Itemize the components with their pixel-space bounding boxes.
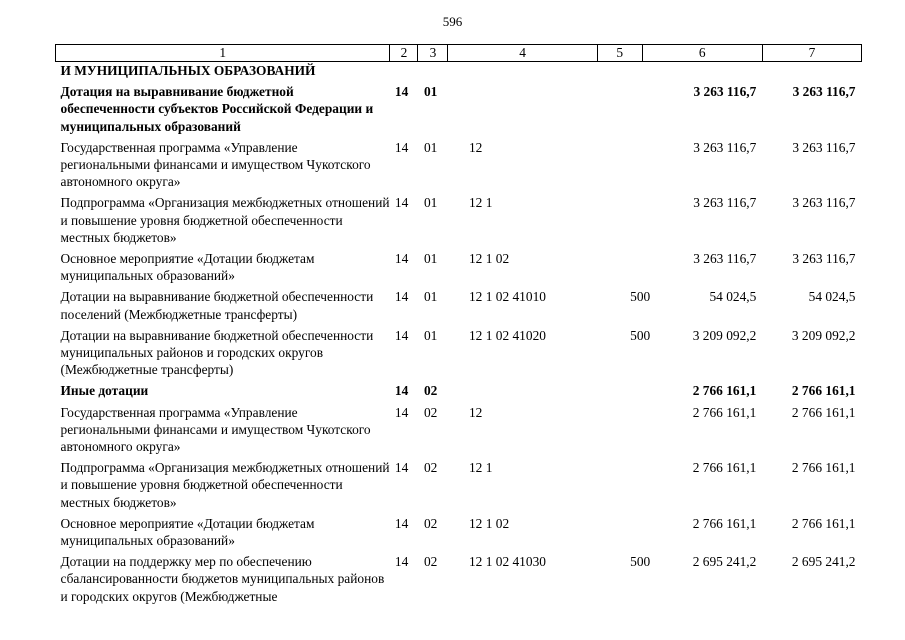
cell-target-article: 12 1 02 <box>468 515 510 531</box>
cell-expense-type <box>597 515 642 549</box>
cell-subsection: 02 <box>423 404 438 420</box>
cell-amount-1: 2 766 161,1 <box>692 460 757 476</box>
header-col-3: 3 <box>418 45 448 62</box>
table-row <box>56 288 862 322</box>
cell-subsection: 01 <box>423 195 438 211</box>
cell-amount-2 <box>762 62 861 80</box>
cell-expense-type <box>597 83 642 135</box>
cell-section: 14 <box>394 84 409 100</box>
cell-subsection: 02 <box>423 515 438 531</box>
cell-amount-2: 2 766 161,1 <box>791 460 856 476</box>
cell-expense-type <box>597 459 642 511</box>
cell-target-article <box>448 382 597 399</box>
table-row <box>56 327 862 379</box>
cell-target-article: 12 <box>468 404 483 420</box>
cell-target-article: 12 1 <box>468 460 493 476</box>
cell-expense-type: 500 <box>630 327 651 343</box>
cell-target-article: 12 <box>468 139 483 155</box>
cell-target-article <box>448 62 597 80</box>
cell-amount-1: 2 766 161,1 <box>692 515 757 531</box>
header-col-5: 5 <box>597 45 642 62</box>
cell-section: 14 <box>394 460 409 476</box>
cell-name: Государственная программа «Управление региональными финансами и имуществом Чукотского автономного округа» <box>60 139 371 190</box>
cell-amount-1: 3 263 116,7 <box>693 195 757 211</box>
cell-expense-type <box>597 139 642 191</box>
cell-expense-type <box>597 194 642 246</box>
budget-table <box>55 44 862 605</box>
cell-amount-2: 3 209 092,2 <box>791 327 856 343</box>
cell-target-article: 12 1 02 41020 <box>468 327 546 343</box>
cell-subsection: 01 <box>423 84 438 100</box>
cell-section: 14 <box>394 383 409 399</box>
header-col-6: 6 <box>642 45 762 62</box>
table-row <box>56 250 862 284</box>
cell-amount-1: 3 263 116,7 <box>693 139 757 155</box>
cell-name: Основное мероприятие «Дотации бюджетам муниципальных образований» <box>60 251 315 284</box>
cell-section: 14 <box>394 289 409 305</box>
table-row <box>56 139 862 191</box>
cell-target-article <box>448 83 597 135</box>
cell-amount-2: 2 766 161,1 <box>791 515 856 531</box>
header-col-1: 1 <box>56 45 390 62</box>
table-row <box>56 553 862 605</box>
header-col-4: 4 <box>448 45 597 62</box>
table-row <box>56 382 862 399</box>
cell-section: 14 <box>394 195 409 211</box>
cell-subsection: 01 <box>423 289 438 305</box>
header-col-2: 2 <box>390 45 418 62</box>
cell-target-article: 12 1 <box>468 195 493 211</box>
cell-amount-1: 3 263 116,7 <box>693 251 757 267</box>
cell-amount-2: 3 263 116,7 <box>792 84 856 100</box>
cell-amount-2: 2 766 161,1 <box>791 383 856 399</box>
cell-subsection: 01 <box>423 327 438 343</box>
cell-subsection <box>418 62 448 80</box>
page-number: 596 <box>442 14 463 29</box>
table-body <box>56 62 862 605</box>
cell-amount-1 <box>642 62 762 80</box>
cell-target-article: 12 1 02 41010 <box>468 289 546 305</box>
cell-amount-1: 3 263 116,7 <box>693 84 757 100</box>
cell-section: 14 <box>394 327 409 343</box>
cell-amount-2: 3 263 116,7 <box>792 251 856 267</box>
cell-name: И МУНИЦИПАЛЬНЫХ ОБРАЗОВАНИЙ <box>60 63 316 78</box>
cell-name: Подпрограмма «Организация межбюджетных отношений и повышение уровня бюджетной обеспеченности местных бюджетов» <box>60 460 390 510</box>
cell-target-article: 12 1 02 <box>468 251 510 267</box>
cell-amount-1: 2 766 161,1 <box>692 404 757 420</box>
cell-amount-1: 54 024,5 <box>709 289 757 305</box>
cell-name: Дотации на выравнивание бюджетной обеспеченности поселений (Межбюджетные трансферты) <box>60 289 374 322</box>
cell-name: Дотации на выравнивание бюджетной обеспеченности муниципальных районов и городских округов (Межбюджетные трансферты) <box>60 327 374 378</box>
cell-expense-type: 500 <box>630 289 651 305</box>
cell-section: 14 <box>394 554 409 570</box>
cell-subsection: 01 <box>423 139 438 155</box>
table-row <box>56 62 862 80</box>
cell-target-article: 12 1 02 41030 <box>468 554 546 570</box>
cell-amount-1: 2 695 241,2 <box>692 554 757 570</box>
cell-subsection: 02 <box>423 383 438 399</box>
cell-expense-type <box>597 382 642 399</box>
cell-expense-type <box>597 404 642 456</box>
cell-subsection: 02 <box>423 554 438 570</box>
cell-subsection: 01 <box>423 251 438 267</box>
cell-amount-1: 2 766 161,1 <box>692 383 757 399</box>
cell-amount-2: 3 263 116,7 <box>792 139 856 155</box>
header-row <box>56 45 862 62</box>
table-header <box>56 45 862 62</box>
cell-name: Дотация на выравнивание бюджетной обеспеченности субъектов Российской Федерации и муниципальных образований <box>60 84 374 134</box>
cell-section: 14 <box>394 404 409 420</box>
table-row <box>56 194 862 246</box>
cell-expense-type <box>597 250 642 284</box>
cell-section: 14 <box>394 251 409 267</box>
cell-name: Иные дотации <box>60 383 149 399</box>
cell-name: Государственная программа «Управление региональными финансами и имуществом Чукотского автономного округа» <box>60 404 371 455</box>
cell-section: 14 <box>394 515 409 531</box>
cell-amount-1: 3 209 092,2 <box>692 327 757 343</box>
cell-name: Основное мероприятие «Дотации бюджетам муниципальных образований» <box>60 515 315 549</box>
cell-name: Дотации на поддержку мер по обеспечению сбалансированности бюджетов муниципальных районов и городских округов (Межбюджетные <box>60 554 385 604</box>
table-row <box>56 83 862 135</box>
cell-name: Подпрограмма «Организация межбюджетных отношений и повышение уровня бюджетной обеспеченности местных бюджетов» <box>60 195 390 245</box>
cell-amount-2: 3 263 116,7 <box>792 195 856 211</box>
cell-amount-2: 2 766 161,1 <box>791 404 856 420</box>
table-row <box>56 404 862 456</box>
header-col-7: 7 <box>762 45 861 62</box>
cell-section: 14 <box>394 139 409 155</box>
cell-amount-2: 2 695 241,2 <box>791 554 856 570</box>
table-row <box>56 459 862 511</box>
cell-section <box>390 62 418 80</box>
cell-amount-2: 54 024,5 <box>808 289 856 305</box>
cell-expense-type <box>597 62 642 80</box>
table-row <box>56 515 862 549</box>
cell-expense-type: 500 <box>630 554 651 570</box>
cell-subsection: 02 <box>423 460 438 476</box>
